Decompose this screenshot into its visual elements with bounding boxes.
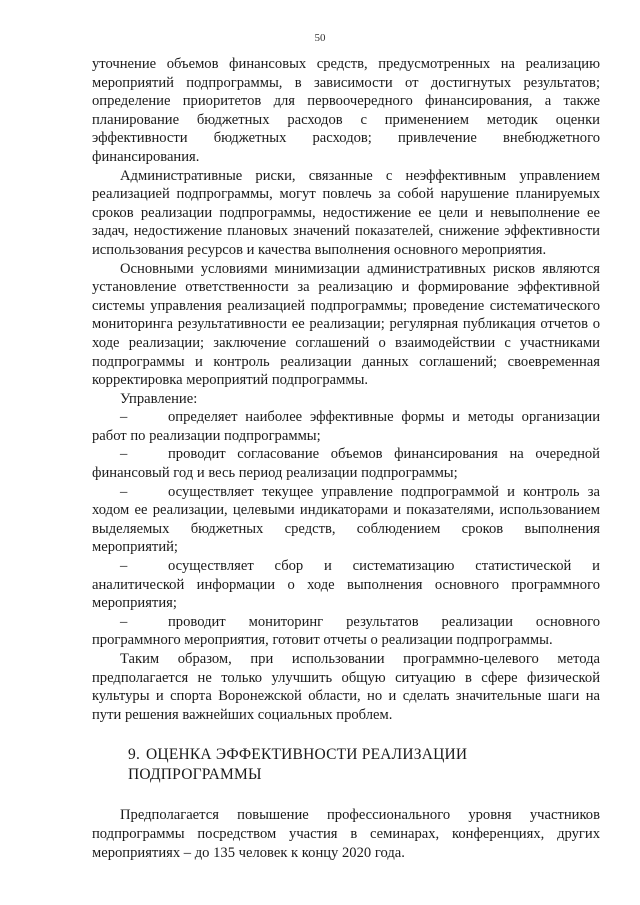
page-number: 50 (314, 32, 326, 44)
section-number: 9. (128, 746, 141, 764)
dash-bullet: – (120, 613, 128, 630)
paragraph-conclusion: Таким образом, при использовании программно-целевого метода предполагается не только улучшить общую ситуацию в сфере физической культуры и спорта Воронежской области, но и сделать значительные шаги на пути решения важнейших социальных проблем. (92, 651, 600, 723)
paragraph-risk-minimization: Основными условиями минимизации административных рисков являются установление ответственности за реализацию и формирование эффективной системы управления реализацией подпрограммы; проведение систематического мониторинга результативности ее реализации; регулярная публикация отчетов о ходе реализации; заключение соглашений о взаимодействии с участниками подпрограммы и контроль реализации данных соглашений; своевременная корректировка мероприятий подпрограммы. (92, 260, 600, 389)
paragraph-administrative-risks: Административные риски, связанные с неэффективным управлением реализацией подпрограммы, могут повлечь за собой нарушение планируемых сроков реализации подпрограммы, недостижение ее цели и невыполнение ее задач, недостижение плановых значений показателей, снижение эффективности использования ресурсов и качества выполнения основного мероприятия. (92, 167, 600, 258)
page-content (92, 55, 600, 862)
paragraph-financing-risks: уточнение объемов финансовых средств, предусмотренных на реализацию мероприятий подпрограммы, в зависимости от достигнутых результатов; определение приоритетов для первоочередного финансирования, а также планирование бюджетных расходов с применением методик оценки эффективности бюджетных расходов; привлечение внебюджетного финансирования. (92, 56, 600, 165)
section-heading (92, 745, 600, 785)
paragraph-management-label: Управление: (120, 390, 198, 407)
dash-bullet: – (120, 558, 128, 575)
section-title: ОЦЕНКА ЭФФЕКТИВНОСТИ РЕАЛИЗАЦИИ ПОДПРОГРАММЫ (128, 746, 468, 784)
list-item (92, 445, 600, 482)
dash-bullet: – (120, 446, 128, 463)
list-item-text: проводит согласование объемов финансирования на очередной финансовый год и весь период реализации подпрограммы; (92, 446, 600, 482)
dash-bullet: – (120, 409, 128, 426)
paragraph-final: Предполагается повышение профессионального уровня участников подпрограммы посредством участия в семинарах, конференциях, других мероприятиях – до 135 человек к концу 2020 года. (92, 807, 600, 861)
list-item (92, 557, 600, 613)
dash-bullet: – (120, 483, 128, 500)
list-item (92, 613, 600, 650)
list-item (92, 483, 600, 557)
list-item-text: проводит мониторинг результатов реализации основного программного мероприятия, готовит отчеты о реализации подпрограммы. (92, 613, 600, 649)
list-item (92, 408, 600, 445)
list-item-text: осуществляет текущее управление подпрограммой и контроль за ходом ее реализации, целевыми индикаторами и показателями, использованием выделяемых бюджетных средств, соблюдением сроков выполнения мероприятий; (92, 483, 600, 556)
list-item-text: определяет наиболее эффективные формы и методы организации работ по реализации подпрограммы; (92, 409, 600, 444)
list-item-text: осуществляет сбор и систематизацию статистической и аналитической информации о ходе выполнения основного программного мероприятия; (92, 558, 600, 612)
